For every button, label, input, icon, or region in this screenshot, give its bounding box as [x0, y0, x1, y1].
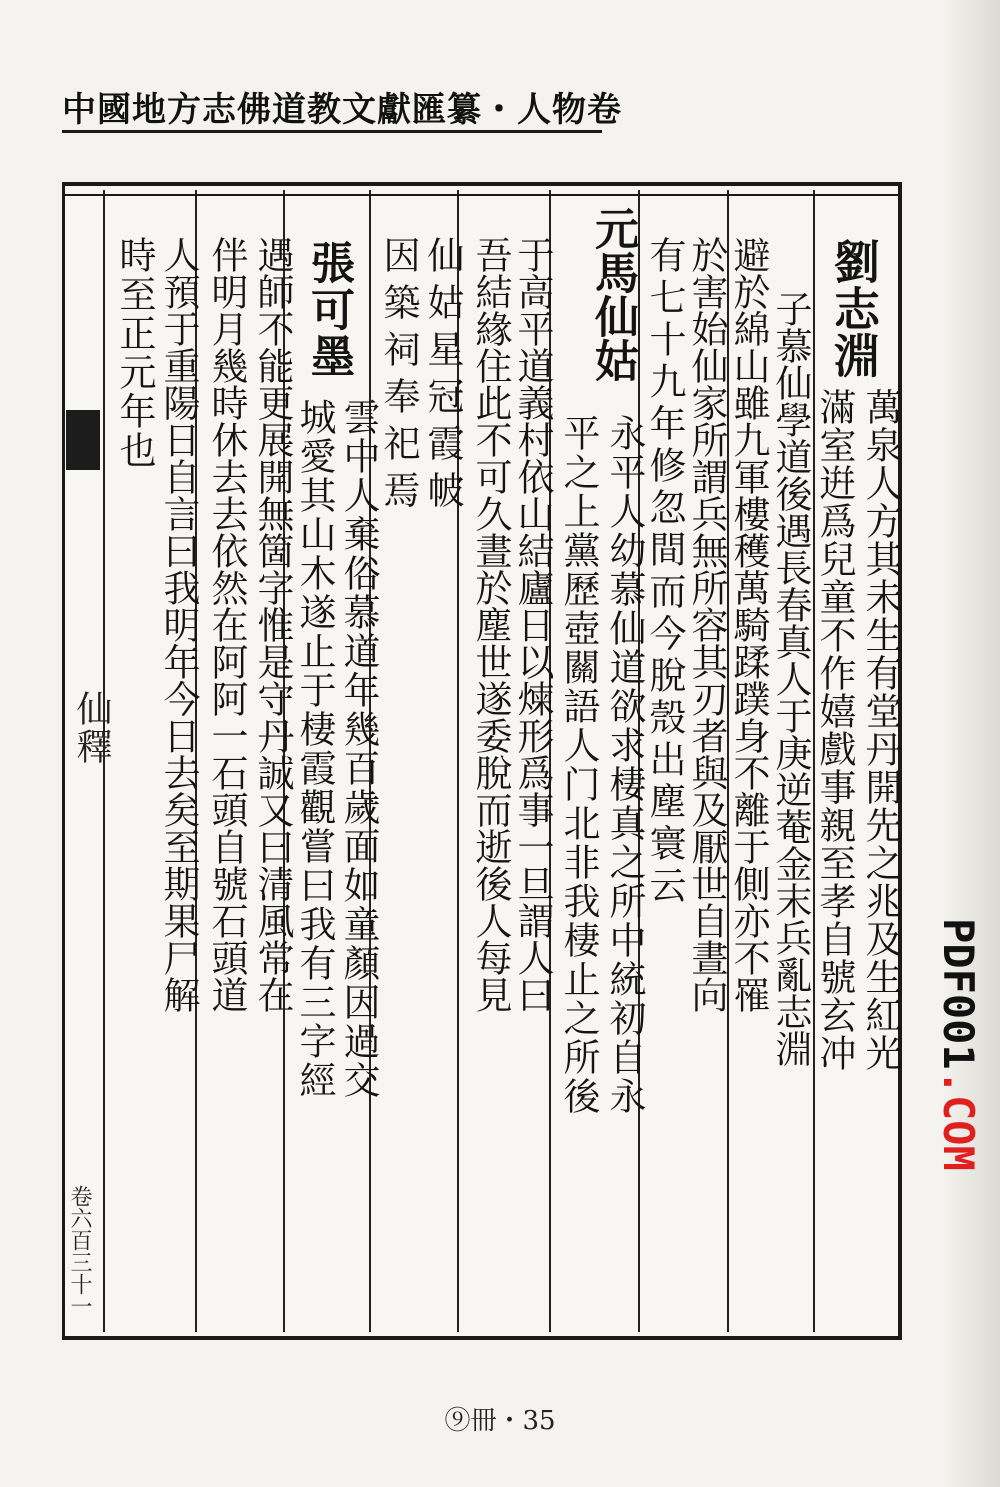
book-header-title: 中國地方志佛道教文獻匯纂・人物卷	[62, 90, 622, 130]
text-column-7a: 雲中人棄俗慕道年幾百歲面如童顏因過交	[337, 398, 380, 1100]
text-column-6b: 因築祠奉祀焉	[377, 236, 420, 518]
watermark-logo	[934, 918, 983, 1171]
text-column-7-heading	[303, 240, 354, 380]
page-number: ⑨冊・35	[444, 1406, 556, 1436]
text-column-8a: 遇師不能更展開無箇字惟是守丹誠又曰清風常在	[251, 236, 294, 1013]
text-column-3a: 於害始仙家所謂兵無所容其刃者與及厭世自晝向	[685, 236, 728, 1013]
text-column-2b: 避於綿山雖九軍樓穫萬騎蹂蹼身不離于側亦不罹	[727, 236, 770, 1013]
text-column-4-heading	[587, 206, 638, 382]
text-column-1a: 萬泉人方其未生有堂丹開先之兆及生紅光	[859, 388, 902, 1072]
heading-zhang-kemo: 張可墨	[303, 240, 354, 380]
text-column-8b: 伴明月幾時休去去依然在阿阿一石頭自號石頭道	[205, 236, 248, 1013]
text-column-2a: 子慕仙學道後遇長春真人于庚逆菴金末兵亂志淵	[769, 290, 812, 1067]
text-column-4a: 平之上黨歷壺關語人门北非我棲止之所後	[557, 414, 600, 1116]
text-column-9a: 人預于重陽日自言曰我明年今日去矣至期果尸解	[157, 236, 200, 1013]
margin-chapter-label: 仙釋	[71, 690, 112, 766]
text-column-3b: 有七十九年修忽間而今脫殼出塵寰云	[643, 236, 686, 908]
heading-ma-xiangu: 元馬仙姑	[587, 206, 638, 382]
page-edge-shadow	[942, 0, 1000, 1487]
text-column-7b: 城愛其山木遂止于棲霞觀嘗曰我有三字經	[293, 398, 336, 1100]
text-column-1b: 滿室逬爲兒童不作嬉戲事親至孝自號玄冲	[813, 388, 856, 1072]
text-column-4b: 永平人幼慕仙道欲求棲真之所中統初自永	[603, 414, 646, 1116]
text-column-5a: 于高平道義村依山結廬日以煉形爲事一旦謂人曰	[511, 236, 554, 1013]
margin-ink-smear	[66, 410, 100, 470]
header-rule	[62, 130, 602, 133]
margin-folio-number: 卷六百三十一	[67, 1185, 92, 1317]
watermark-suffix: .COM	[934, 1069, 983, 1171]
watermark-prefix: PDF001	[934, 918, 983, 1070]
text-column-9b: 時至正元年也	[113, 236, 156, 470]
frame-inner-rule	[62, 194, 902, 196]
text-column-6a: 仙姑星冠霞帔	[421, 236, 464, 518]
heading-liu-zhiyuan: 劉志淵	[827, 238, 881, 379]
text-column-5b: 吾結緣住此不可久晝於塵世遂委脫而逝後人每見	[469, 236, 512, 1013]
